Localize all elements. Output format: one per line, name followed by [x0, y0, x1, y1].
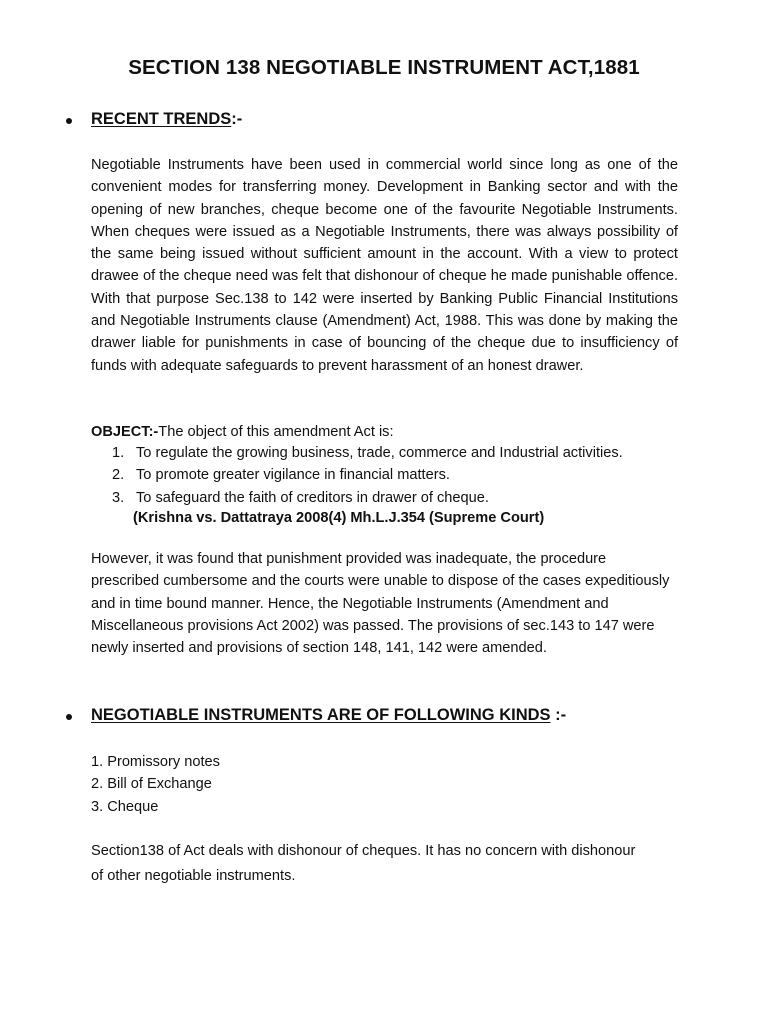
object-list [112, 442, 623, 509]
recent-trends-heading-text: RECENT TRENDS [91, 110, 232, 128]
case-citation: (Krishna vs. Dattatraya 2008(4) Mh.L.J.354 (Supreme Court) [133, 510, 545, 526]
object-heading [91, 421, 394, 443]
instrument-kinds-heading-suffix: :- [550, 706, 567, 724]
bullet-icon [66, 118, 72, 124]
instrument-kinds-list [91, 751, 220, 818]
bullet-icon [66, 714, 72, 720]
list-item: 2. Bill of Exchange [91, 776, 212, 793]
instrument-kinds-heading-text: NEGOTIABLE INSTRUMENTS ARE OF FOLLOWING KINDS [91, 706, 551, 724]
list-item: 1. Promissory notes [91, 754, 220, 770]
list-item: 3. To safeguard the faith of creditors in drawer of cheque. [112, 489, 489, 506]
closing-paragraph: Section138 of Act deals with dishonour of cheques. It has no concern with dishonour of other negotiable instruments. [91, 843, 636, 884]
recent-trends-heading-suffix: :- [231, 110, 243, 128]
recent-trends-paragraph: Negotiable Instruments have been used in commercial world since long as one of the convenient modes for transferring money. Development in Banking sector and with the opening of new branches, cheque become one of the favourite Negotiable Instruments. When cheques were issued as a Negotiable Instruments, there was always possibility of the same being issued without sufficient amount in the account. With a view to protect drawee of the cheque need was felt that dishonour of cheque he made punishable offence. With that purpose Sec.138 to 142 were inserted by Banking Public Financial Institutions and Negotiable Instruments clause (Amendment) Act, 1988. This was done by making the drawer liable for punishments in case of bouncing of the cheque due to insufficiency of funds with adequate safeguards to prevent harassment of an honest drawer. [91, 157, 678, 374]
amendment-paragraph: However, it was found that punishment provided was inadequate, the procedure prescribed cumbersome and the courts were unable to dispose of the cases expeditiously and in time bound manner. Hence, the Negotiable Instruments (Amendment and Miscellaneous provisions Act 2002) was passed. The provisions of sec.143 to 147 were newly inserted and provisions of section 148, 141, 142 were amended. [91, 551, 670, 657]
list-item: 2. To promote greater vigilance in financial matters. [112, 467, 450, 484]
object-intro: The object of this amendment Act is: [158, 424, 394, 440]
object-label: OBJECT:- [91, 424, 159, 440]
list-item: 1. To regulate the growing business, trade, commerce and Industrial activities. [112, 445, 623, 461]
page-title: SECTION 138 NEGOTIABLE INSTRUMENT ACT,1881 [128, 56, 640, 79]
list-item: 3. Cheque [91, 798, 159, 815]
